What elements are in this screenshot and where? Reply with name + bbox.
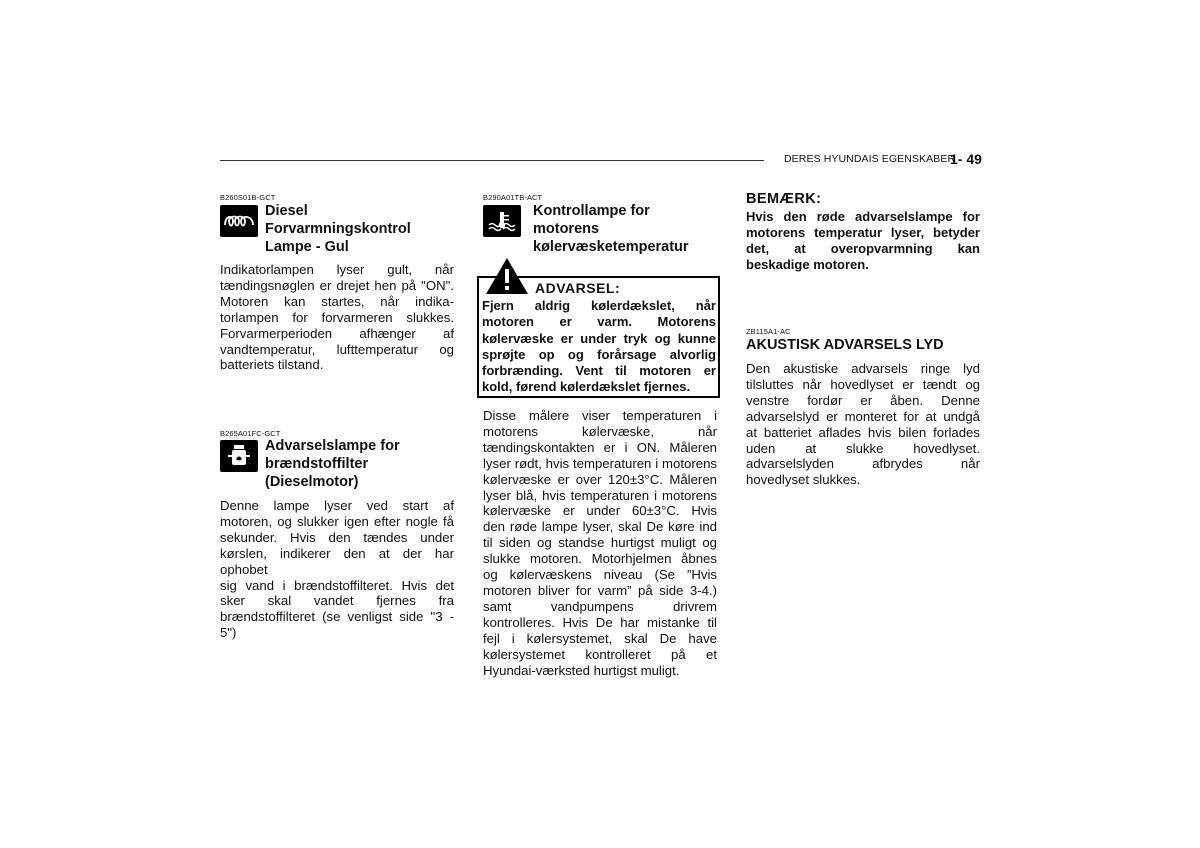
note-title: BEMÆRK: xyxy=(746,191,822,207)
section-title: Diesel Forvarmningskontrol Lampe - Gul xyxy=(265,203,411,255)
section-code: B260S01B-GCT xyxy=(220,193,276,202)
warning-triangle-icon xyxy=(484,256,530,301)
section-title: AKUSTISK ADVARSELS LYD xyxy=(746,337,944,353)
note-body: Hvis den røde advarselslampe for motorens temperatur lyser, betyder det, at overopvarmning kan beskadige motoren. xyxy=(746,209,980,273)
section-code: B265A01FC-GCT xyxy=(220,429,281,438)
header-rule xyxy=(220,160,764,161)
section-body: Indikatorlampen lyser gult, når tændingsnøglen er drejet hen på "ON". Motoren kan startes, når indika- torlampen for forvarmeren slukkes. Forvarmerperioden afhænger af vandtemperatur, lufttemperatur og batteriets tilstand. xyxy=(220,262,454,373)
section-body: Denne lampe lyser ved start af motoren, og slukker igen efter nogle få sekunder. Hvis den tændes under kørslen, indikerer den at der har ophobet sig vand i brændstoffilteret. Hvis det sker skal vandet fjernes fra brændstoffilteret (se venligst side "3 - 5") xyxy=(220,498,454,641)
section-code: B290A01TB-ACT xyxy=(483,193,543,202)
glow-plug-icon xyxy=(220,205,258,237)
section-title: Advarselslampe for brændstoffilter (Dieselmotor) xyxy=(265,438,400,490)
section-title: Kontrollampe for motorens kølervæsketemperatur xyxy=(533,203,689,255)
section-body: Den akustiske advarsels ringe lyd tilsluttes når hovedlyset er tændt og venstre fordør er åben. Denne advarselslyd er monteret for at undgå at batteriet aflades hvis bilen forlades uden at slukke hovedlyset. advarselslyden afbrydes når hovedlyset slukkes. xyxy=(746,361,980,488)
section-code: ZB115A1-AC xyxy=(746,327,791,336)
fuel-filter-water-icon xyxy=(220,440,258,472)
header-section-title: DERES HYUNDAIS EGENSKABER xyxy=(784,153,956,165)
coolant-temperature-icon xyxy=(483,205,521,237)
warning-body: Fjern aldrig kølerdækslet, når motoren er varm. Motorens kølervæske er under tryk og kunne sprøjte op og forårsage alvorlig forbrænding. Vent til motoren er kold, førend kølerdækslet fjernes. xyxy=(482,298,716,395)
page-number: 1- 49 xyxy=(950,151,982,167)
section-body: Disse målere viser temperaturen i motorens kølervæske, når tændingskontakten er i ON. Måleren lyser rødt, hvis temperaturen i motorens kølervæske er over 120±3°C. Måleren lyser blå, hvis temperaturen i motorens kølervæske er under 60±3°C. Hvis den røde lampe lyser, skal De køre ind til siden og standse hurtigst muligt og slukke motoren. Motorhjelmen åbnes og kølervæskens niveau (Se ”Hvis motoren bliver for varm” på side 3-4.) samt vandpumpens drivrem kontrolleres. Hvis De har mistanke til fejl i kølersystemet, skal De have kølersystemet kontrolleret på et Hyundai-værksted hurtigst muligt. xyxy=(483,408,717,678)
warning-title: ADVARSEL: xyxy=(535,280,621,296)
